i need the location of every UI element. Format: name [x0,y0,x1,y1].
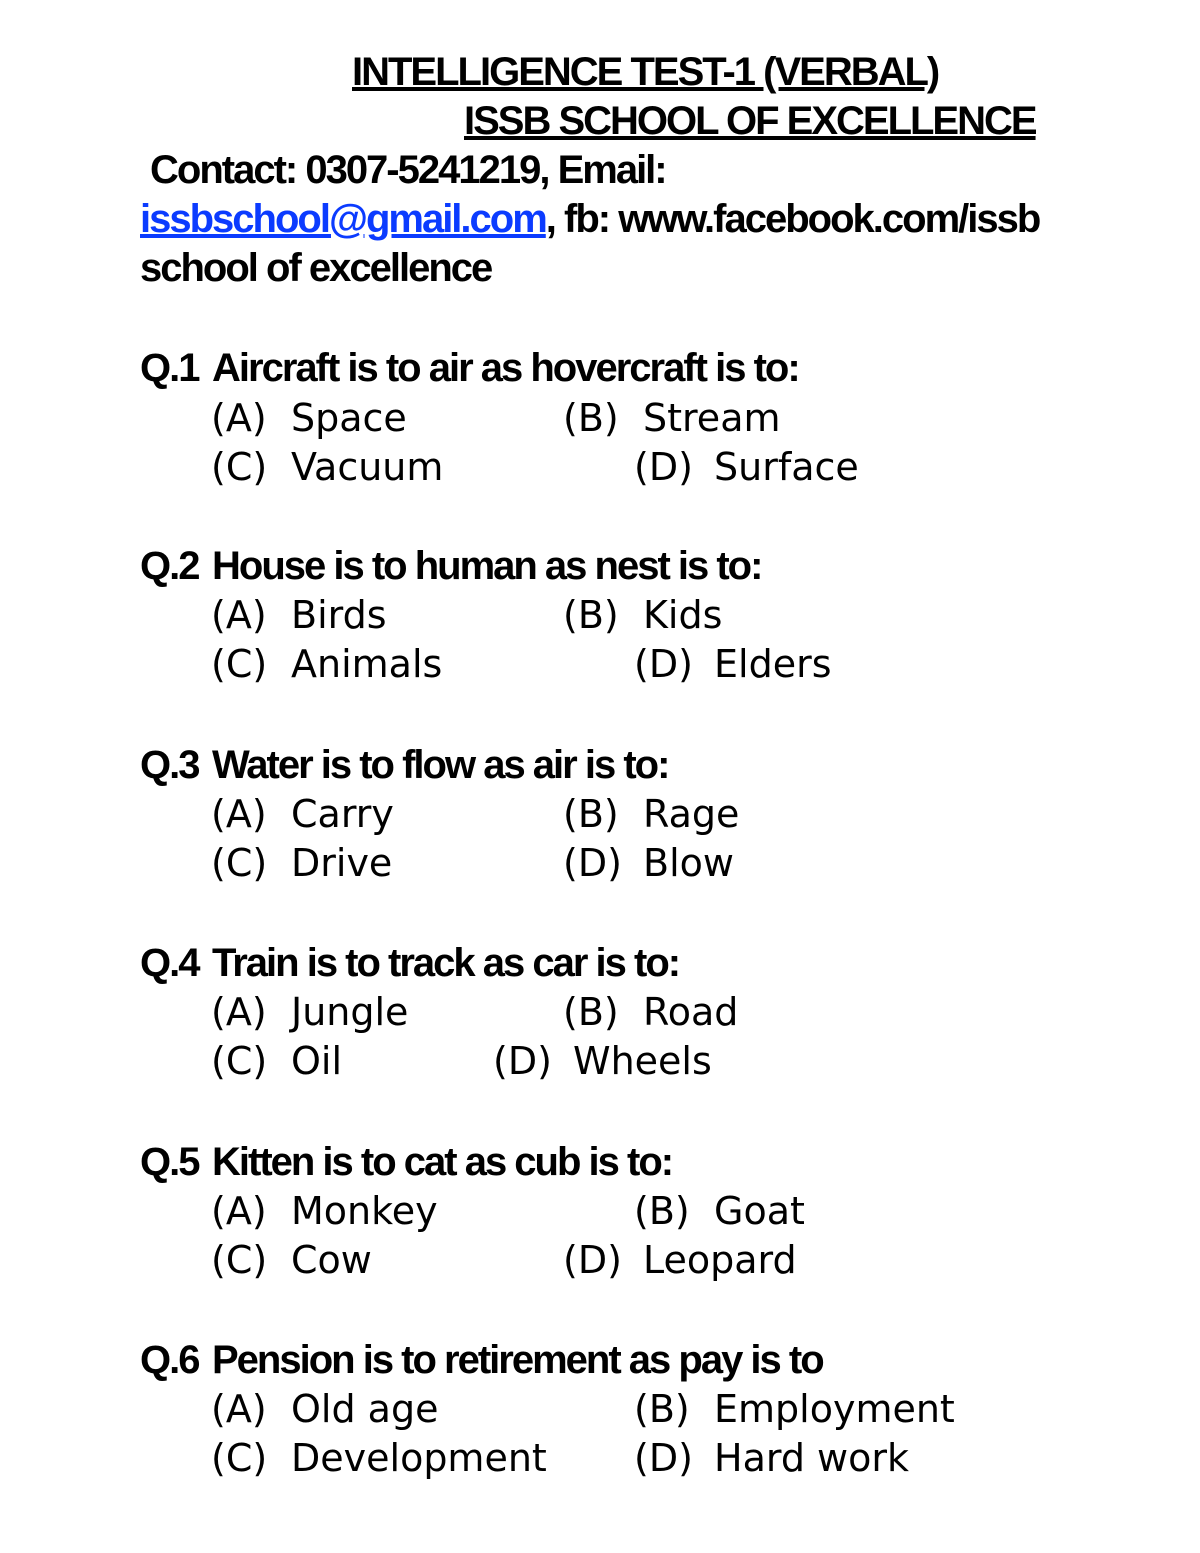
option-text: Road [643,990,739,1034]
option-label: (B) [634,1189,690,1233]
option-c [211,443,443,491]
option-c [211,640,442,688]
option-text: Vacuum [291,445,444,489]
option-text: Elders [714,642,832,686]
question-number: Q.1 [140,346,199,390]
email-fb-line [140,195,1039,243]
option-text: Development [291,1436,547,1480]
option-text: Oil [291,1039,343,1083]
option-d [634,1434,909,1482]
option-text: Cow [291,1238,372,1282]
option-a [211,988,408,1036]
option-label: (D) [634,642,693,686]
option-label: (C) [211,1436,268,1480]
option-label: (C) [211,445,268,489]
question-text: Kitten is to cat as cub is to: [212,1140,673,1184]
option-b [563,591,722,639]
option-label: (D) [493,1039,552,1083]
question-text: House is to human as nest is to: [212,544,762,588]
option-label: (A) [211,990,267,1034]
option-d [493,1037,712,1085]
question-4 [140,939,679,987]
option-label: (B) [563,593,619,637]
option-label: (B) [563,396,619,440]
option-label: (D) [634,445,693,489]
question-number: Q.4 [140,941,199,985]
question-number: Q.5 [140,1140,199,1184]
option-text: Old age [291,1387,439,1431]
option-label: (A) [211,396,267,440]
option-a [211,790,394,838]
option-label: (A) [211,593,267,637]
question-6 [140,1336,823,1384]
option-text: Space [291,396,407,440]
test-title: INTELLIGENCE TEST-1 (VERBAL) [352,50,939,94]
question-3 [140,741,668,789]
option-text: Hard work [714,1436,909,1480]
option-label: (C) [211,1039,268,1083]
question-text: Pension is to retirement as pay is to [212,1338,823,1382]
option-text: Monkey [291,1189,438,1233]
option-label: (C) [211,841,268,885]
option-b [634,1187,805,1235]
question-number: Q.2 [140,544,199,588]
option-text: Wheels [573,1039,712,1083]
question-number: Q.3 [140,743,199,787]
option-label: (D) [563,841,622,885]
option-label: (A) [211,792,267,836]
option-text: Blow [643,841,734,885]
option-label: (C) [211,1238,268,1282]
question-text: Train is to track as car is to: [212,941,680,985]
option-text: Jungle [291,990,409,1034]
option-b [563,988,738,1036]
option-d [563,1236,797,1284]
option-text: Employment [714,1387,955,1431]
school-name: ISSB SCHOOL OF EXCELLENCE [464,99,1036,143]
option-d [634,443,859,491]
option-label: (B) [563,990,619,1034]
option-b [634,1385,955,1433]
question-number: Q.6 [140,1338,199,1382]
option-text: Birds [291,593,387,637]
question-2 [140,542,761,590]
question-1 [140,344,799,392]
option-text: Rage [643,792,740,836]
question-5 [140,1138,672,1186]
question-text: Aircraft is to air as hovercraft is to: [212,346,799,390]
option-text: Kids [643,593,723,637]
option-d [634,640,832,688]
option-label: (B) [563,792,619,836]
facebook-text: , fb: www.facebook.com/issb [545,197,1040,241]
option-text: Goat [714,1189,805,1233]
option-label: (D) [634,1436,693,1480]
option-text: Carry [291,792,394,836]
option-text: Surface [714,445,859,489]
option-c [211,1434,547,1482]
contact-line: Contact: 0307-5241219, Email: [150,148,666,192]
option-d [563,839,734,887]
option-a [211,591,387,639]
option-text: Stream [643,396,781,440]
email-link[interactable]: issbschool@gmail.com [140,197,546,241]
option-b [563,790,739,838]
option-c [211,1037,342,1085]
option-label: (A) [211,1189,267,1233]
option-a [211,1385,438,1433]
question-text: Water is to flow as air is to: [212,743,669,787]
option-b [563,394,781,442]
option-a [211,1187,438,1235]
option-label: (D) [563,1238,622,1282]
option-text: Drive [291,841,393,885]
option-text: Leopard [643,1238,797,1282]
option-label: (B) [634,1387,690,1431]
option-c [211,839,392,887]
option-a [211,394,407,442]
option-text: Animals [291,642,443,686]
option-label: (C) [211,642,268,686]
option-label: (A) [211,1387,267,1431]
option-c [211,1236,372,1284]
facebook-text-cont: school of excellence [140,246,492,290]
